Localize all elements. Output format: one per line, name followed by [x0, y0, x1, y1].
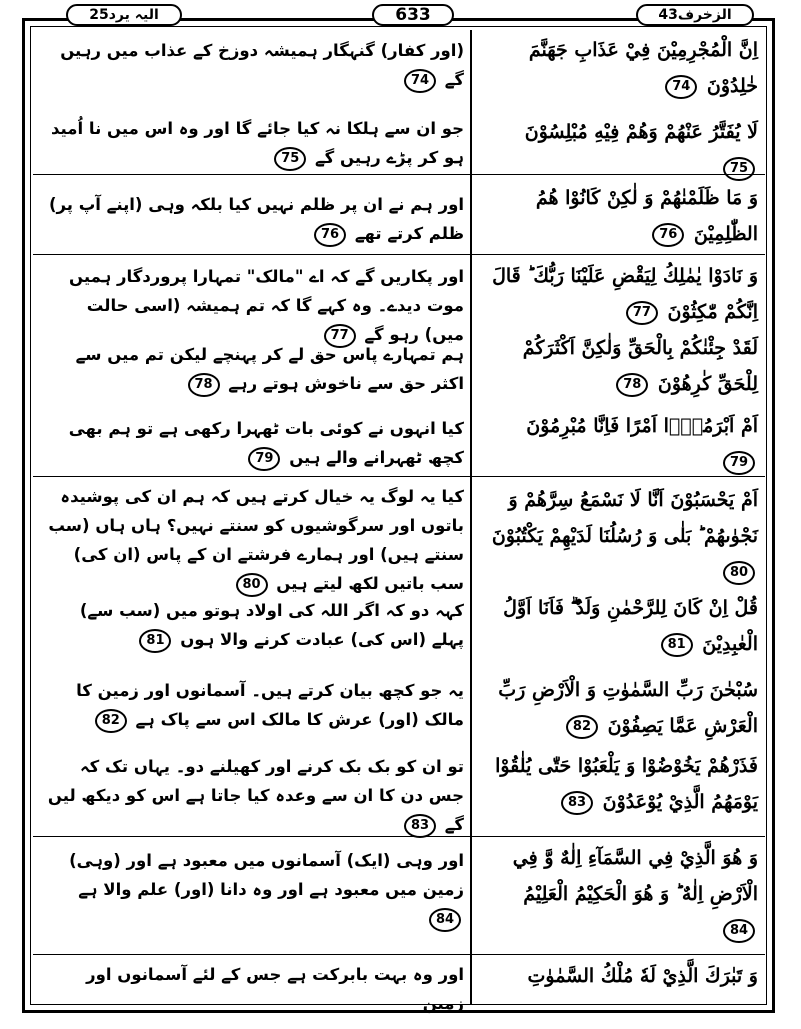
juz-number: 25: [89, 7, 109, 23]
verse-number-badge: 81: [661, 633, 693, 657]
verse-number-badge: 78: [616, 373, 648, 397]
verse-74-arabic: اِنَّ الْمُجْرِمِيْنَ فِيْ عَذَابِ جَهَنَّمَ خٰلِدُوْنَ 74: [528, 39, 758, 97]
verse-number-badge: 80: [236, 573, 268, 597]
verse-78-urdu: ہم تمہارے پاس حق لے کر پہنچے لیکن تم میں سے اکثر حق سے ناخوش ہوتے رہے 78: [44, 340, 464, 398]
verse-number-badge: 74: [404, 69, 436, 93]
surah-number: 43: [658, 7, 678, 23]
verse-75-urdu: جو ان سے ہلکا نہ کیا جائے گا اور وہ اس میں نا اُمید ہو کر پڑے رہیں گے 75: [44, 114, 464, 172]
verse-number-badge: 75: [723, 157, 755, 181]
juz-label: الیہ یرد: [108, 7, 159, 23]
verse-number-badge: 84: [429, 908, 461, 932]
header-rule-right: [454, 18, 636, 21]
verse-85-arabic: وَ تَبٰرَكَ الَّذِيْ لَهٗ مُلْكُ السَّمٰوٰتِ: [527, 965, 758, 987]
verse-number-badge: 77: [626, 301, 658, 325]
verse-83-urdu: تو ان کو بک بک کرنے اور کھیلنے دو۔ یہاں تک کہ جس دن کا ان سے وعدہ کیا جاتا ہے اس کو دیکھ لیں گے 83: [44, 752, 464, 839]
page-number-badge: [372, 4, 454, 26]
verse-number-badge: 77: [324, 324, 356, 348]
verse-75-arabic: لَا يُفَتَّرُ عَنْهُمْ وَهُمْ فِيْهِ مُبْلِسُوْنَ 75: [482, 114, 758, 186]
verse-76-urdu: اور ہم نے ان پر ظلم نہیں کیا بلکہ وہی (اپنے آپ پر) ظلم کرتے تھے 76: [44, 190, 464, 248]
surah-name: الزخرف: [677, 7, 732, 23]
verse-number-badge: 76: [652, 223, 684, 247]
verse-number-badge: 79: [723, 451, 755, 475]
verse-80-urdu: کیا یہ لوگ یہ خیال کرتے ہیں کہ ہم ان کی پوشیدہ باتوں اور سرگوشیوں کو سنتے نہیں؟ ہاں ہاں (سب سنتے ہیں) اور ہمارے فرشتے ان کے پاس (ان کی) سب باتیں لکھ لیتے ہیں 80: [44, 482, 464, 598]
verse-number-badge: 74: [665, 75, 697, 99]
verse-number-badge: 75: [274, 147, 306, 171]
verse-number-badge: 82: [566, 715, 598, 739]
verse-74-urdu: (اور کفار) گنہگار ہمیشہ دوزخ کے عذاب میں رہیں گے 74: [44, 36, 464, 94]
surah-badge: [636, 4, 754, 26]
verse-84-urdu: اور وہی (ایک) آسمانوں میں معبود ہے اور (وہی) زمین میں معبود ہے اور وہ دانا (اور) علم والا ہے 84: [44, 846, 464, 933]
verse-76-arabic: وَ مَا ظَلَمْنٰهُمْ وَ لٰكِنْ كَانُوْا هُمُ الظّٰلِمِيْنَ 76: [535, 187, 758, 245]
row-separator: [33, 954, 765, 955]
verse-number-badge: 83: [404, 814, 436, 838]
verse-83-arabic: فَذَرْهُمْ يَخُوْضُوْا وَ يَلْعَبُوْا حَتّٰى يُلٰقُوْا يَوْمَهُمُ الَّذِيْ يُوْعَدُوْنَ 83: [495, 755, 758, 813]
page-number: 633: [395, 5, 431, 25]
juz-badge: [66, 4, 182, 26]
verse-82-urdu: یہ جو کچھ بیان کرتے ہیں۔ آسمانوں اور زمین کا مالک (اور) عرش کا مالک اس سے پاک ہے 82: [44, 676, 464, 734]
verse-77-arabic: وَ نَادَوْا يٰمٰلِكُ لِيَقْضِ عَلَيْنَا رَبُّكَ ؕ قَالَ اِنَّكُمْ مّٰكِثُوْنَ 77: [492, 265, 758, 323]
verse-79-arabic: اَمْ اَبْرَمُوْۤا اَمْرًا فَاِنَّا مُبْرِمُوْنَ 79: [482, 408, 758, 480]
verse-77-urdu: اور پکاریں گے کہ اے "مالک" تمہارا پروردگار ہمیں موت دیدے۔ وہ کہے گا کہ تم ہمیشہ (اسی حالت میں) رہو گے 77: [44, 262, 464, 349]
verse-number-badge: 83: [561, 791, 593, 815]
verse-number-badge: 76: [314, 223, 346, 247]
verse-84-arabic: وَ هُوَ الَّذِيْ فِي السَّمَآءِ اِلٰهٌ وَّ فِي الْاَرْضِ اِلٰهٌ ؕ وَ هُوَ الْحَكِيْمُ الْعَلِيْمُ 84: [482, 840, 758, 948]
verse-81-arabic: قُلْ اِنْ كَانَ لِلرَّحْمٰنِ وَلَدٌ ۖۗ فَاَنَا اَوَّلُ الْعٰبِدِيْنَ 81: [503, 597, 758, 655]
verse-79-urdu: کیا انہوں نے کوئی بات ٹھہرا رکھی ہے تو ہم بھی کچھ ٹھہرانے والے ہیں 79: [44, 414, 464, 472]
verse-number-badge: 78: [188, 373, 220, 397]
verse-78-arabic: لَقَدْ جِئْنٰكُمْ بِالْحَقِّ وَلٰكِنَّ اَكْثَرَكُمْ لِلْحَقِّ كٰرِهُوْنَ 78: [522, 337, 758, 395]
verse-80-arabic: اَمْ يَحْسَبُوْنَ اَنَّا لَا نَسْمَعُ سِرَّهُمْ وَ نَجْوٰىهُمْ ؕ بَلٰى وَ رُسُلُنَا لَدَيْهِمْ يَكْتُبُوْنَ 80: [482, 482, 758, 590]
column-divider: [470, 30, 472, 1005]
header-rule-left: [182, 18, 372, 21]
row-separator: [33, 254, 765, 255]
verse-number-badge: 80: [723, 561, 755, 585]
verse-81-urdu: کہہ دو کہ اگر اللہ کی اولاد ہوتو میں (سب سے) پہلے (اس کی) عبادت کرنے والا ہوں 81: [44, 596, 464, 654]
verse-82-arabic: سُبْحٰنَ رَبِّ السَّمٰوٰتِ وَ الْاَرْضِ رَبِّ الْعَرْشِ عَمَّا يَصِفُوْنَ 82: [498, 679, 758, 737]
verse-number-badge: 82: [95, 709, 127, 733]
verse-number-badge: 79: [248, 447, 280, 471]
verse-number-badge: 81: [139, 629, 171, 653]
verse-85-urdu: اور وہ بہت بابرکت ہے جس کے لئے آسمانوں اور زمین: [86, 965, 464, 1013]
verse-number-badge: 84: [723, 919, 755, 943]
